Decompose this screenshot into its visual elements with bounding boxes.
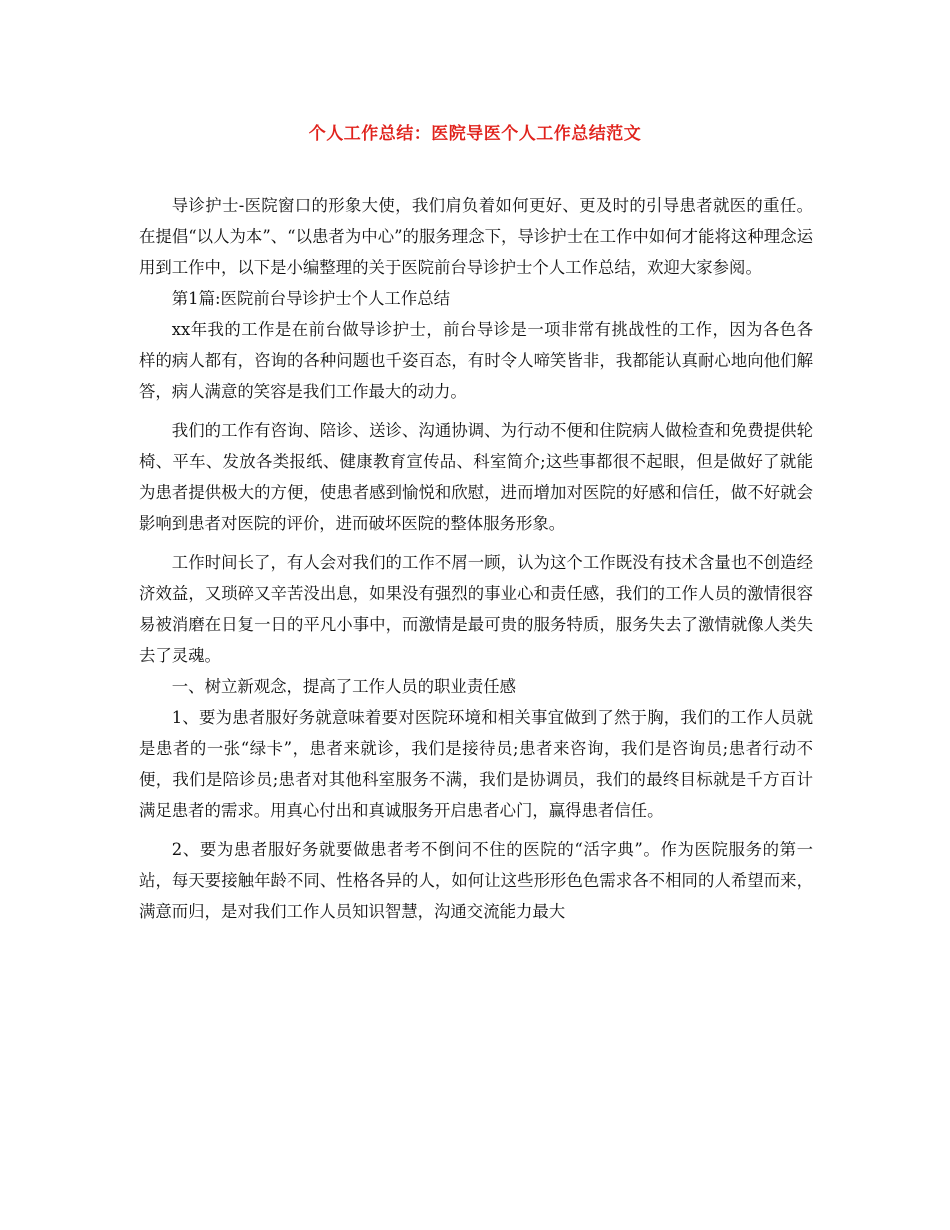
document-title: 个人工作总结：医院导医个人工作总结范文 [308, 124, 642, 144]
article-heading: 第1篇:医院前台导诊护士个人工作总结 [171, 289, 450, 308]
section-heading: 一、树立新观念，提高了工作人员的职业责任感 [171, 677, 516, 696]
body-paragraph: xx年我的工作是在前台做导诊护士，前台导诊是一项非常有挑战性的工作，因为各色各样的病人都有，咨询的各种问题也千姿百态，有时令人啼笑皆非，我都能认真耐心地向他们解答，病人满意的笑容是我们工作最大的动力。 [139, 320, 813, 401]
body-paragraph: 我们的工作有咨询、陪诊、送诊、沟通协调、为行动不便和住院病人做检查和免费提供轮椅、平车、发放各类报纸、健康教育宣传品、科室简介;这些事都很不起眼，但是做好了就能为患者提供极大的方便，使患者感到愉悦和欣慰，进而增加对医院的好感和信任，做不好就会影响到患者对医院的评价，进而破坏医院的整体服务形象。 [139, 421, 813, 533]
body-paragraph: 工作时间长了，有人会对我们的工作不屑一顾，认为这个工作既没有技术含量也不创造经济效益，又琐碎又辛苦没出息，如果没有强烈的事业心和责任感，我们的工作人员的激情很容易被消磨在日复一日的平凡小事中，而激情是最可贵的服务特质，服务失去了激情就像人类失去了灵魂。 [139, 553, 813, 665]
intro-paragraph: 导诊护士-医院窗口的形象大使，我们肩负着如何更好、更及时的引导患者就医的重任。在提倡“以人为本”、“以患者为中心”的服务理念下，导诊护士在工作中如何才能将这种理念运用到工作中，以下是小编整理的关于医院前台导诊护士个人工作总结，欢迎大家参阅。 [139, 196, 813, 277]
document-body [139, 190, 813, 927]
body-paragraph: 2、要为患者服好务就要做患者考不倒问不住的医院的“活字典”。作为医院服务的第一站，每天要接触年龄不同、性格各异的人，如何让这些形形色色需求各不相同的人希望而来，满意而归，是对我们工作人员知识智慧，沟通交流能力最大 [139, 840, 813, 921]
body-paragraph: 1、要为患者服好务就意味着要对医院环境和相关事宜做到了然于胸，我们的工作人员就是患者的一张“绿卡”，患者来就诊，我们是接待员;患者来咨询，我们是咨询员;患者行动不便，我们是陪诊员;患者对其他科室服务不满，我们是协调员，我们的最终目标就是千方百计满足患者的需求。用真心付出和真诚服务开启患者心门，赢得患者信任。 [139, 708, 813, 820]
